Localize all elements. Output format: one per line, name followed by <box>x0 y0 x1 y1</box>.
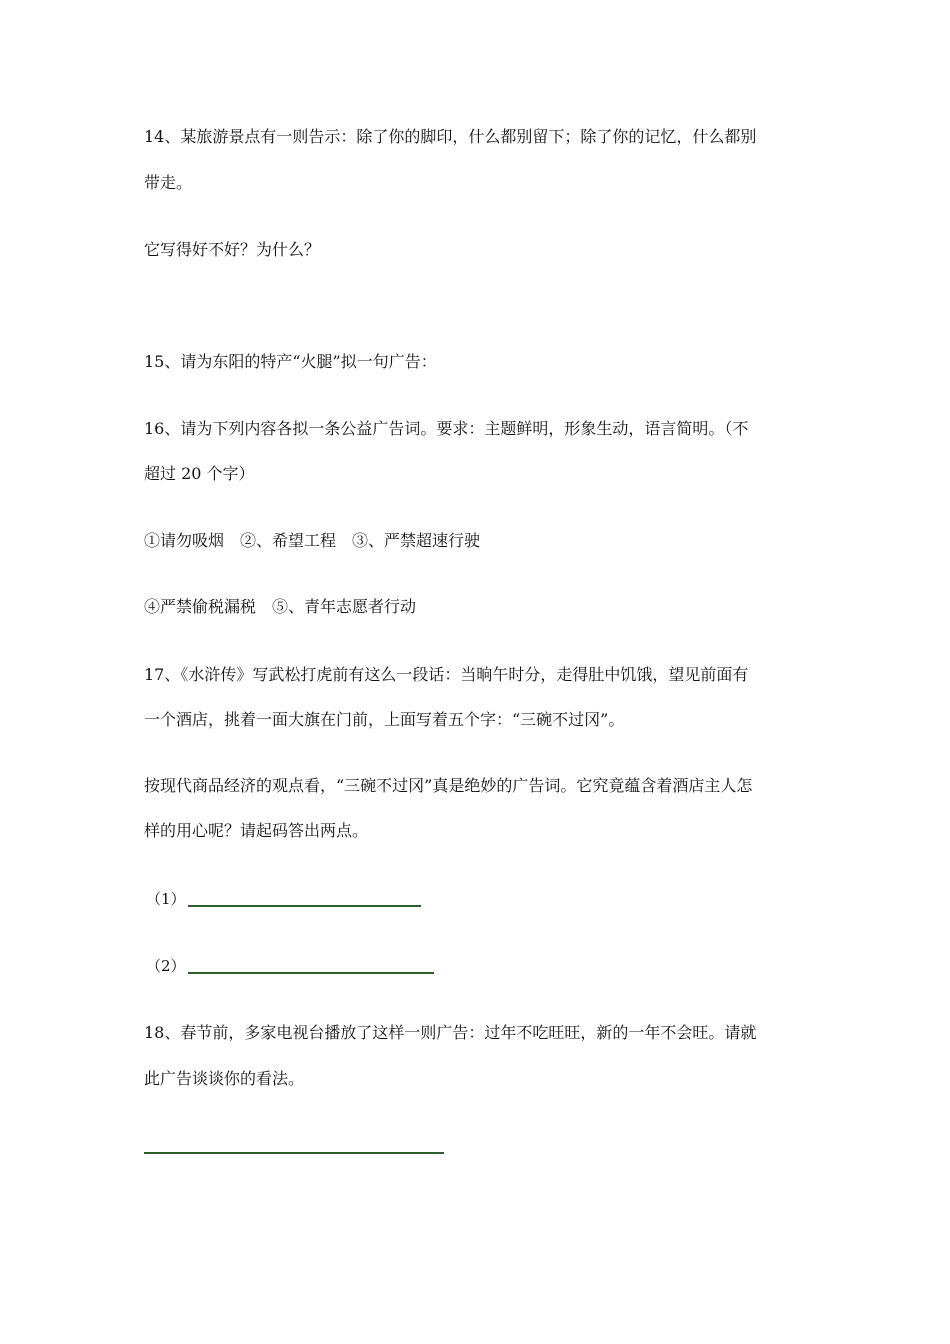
q14-prompt: 它写得好不好？为什么？ <box>144 240 321 259</box>
q17-text-line4: 样的用心呢？请起码答出两点。 <box>144 821 369 840</box>
q18-text-line1: 18、春节前，多家电视台播放了这样一则广告：过年不吃旺旺，新的一年不会旺。请就 <box>144 1023 757 1042</box>
q14-text-line1: 14、某旅游景点有一则告示：除了你的脚印，什么都别留下；除了你的记忆，什么都别 <box>144 127 757 146</box>
q17-answer1-line[interactable] <box>188 905 421 907</box>
q17-answer2-line[interactable] <box>188 972 434 974</box>
q16-text-line1: 16、请为下列内容各拟一条公益广告词。要求：主题鲜明，形象生动，语言简明。（不 <box>144 419 749 438</box>
q17-text-line1: 17、《水浒传》写武松打虎前有这么一段话：当晌午时分，走得肚中饥饿，望见前面有 <box>144 665 749 684</box>
q17-answer1-label: （1） <box>146 890 186 908</box>
q17-text-line3: 按现代商品经济的观点看，“三碗不过冈”真是绝妙的广告词。它究竟蕴含着酒店主人怎 <box>144 776 753 795</box>
q17-text-line2: 一个酒店，挑着一面大旗在门前，上面写着五个字：“三碗不过冈”。 <box>144 710 625 729</box>
q16-items-row2: ④严禁偷税漏税 ⑤、青年志愿者行动 <box>144 597 417 616</box>
q17-answer2-label: （2） <box>146 957 186 975</box>
q18-answer-line[interactable] <box>144 1152 444 1154</box>
q16-text-line2: 超过 20 个字） <box>144 464 255 483</box>
q14-text-line2: 带走。 <box>144 173 193 192</box>
q16-items-row1: ①请勿吸烟 ②、希望工程 ③、严禁超速行驶 <box>144 531 481 550</box>
q18-text-line2: 此广告谈谈你的看法。 <box>144 1069 305 1088</box>
q15-text: 15、请为东阳的特产“火腿”拟一句广告： <box>144 352 437 371</box>
